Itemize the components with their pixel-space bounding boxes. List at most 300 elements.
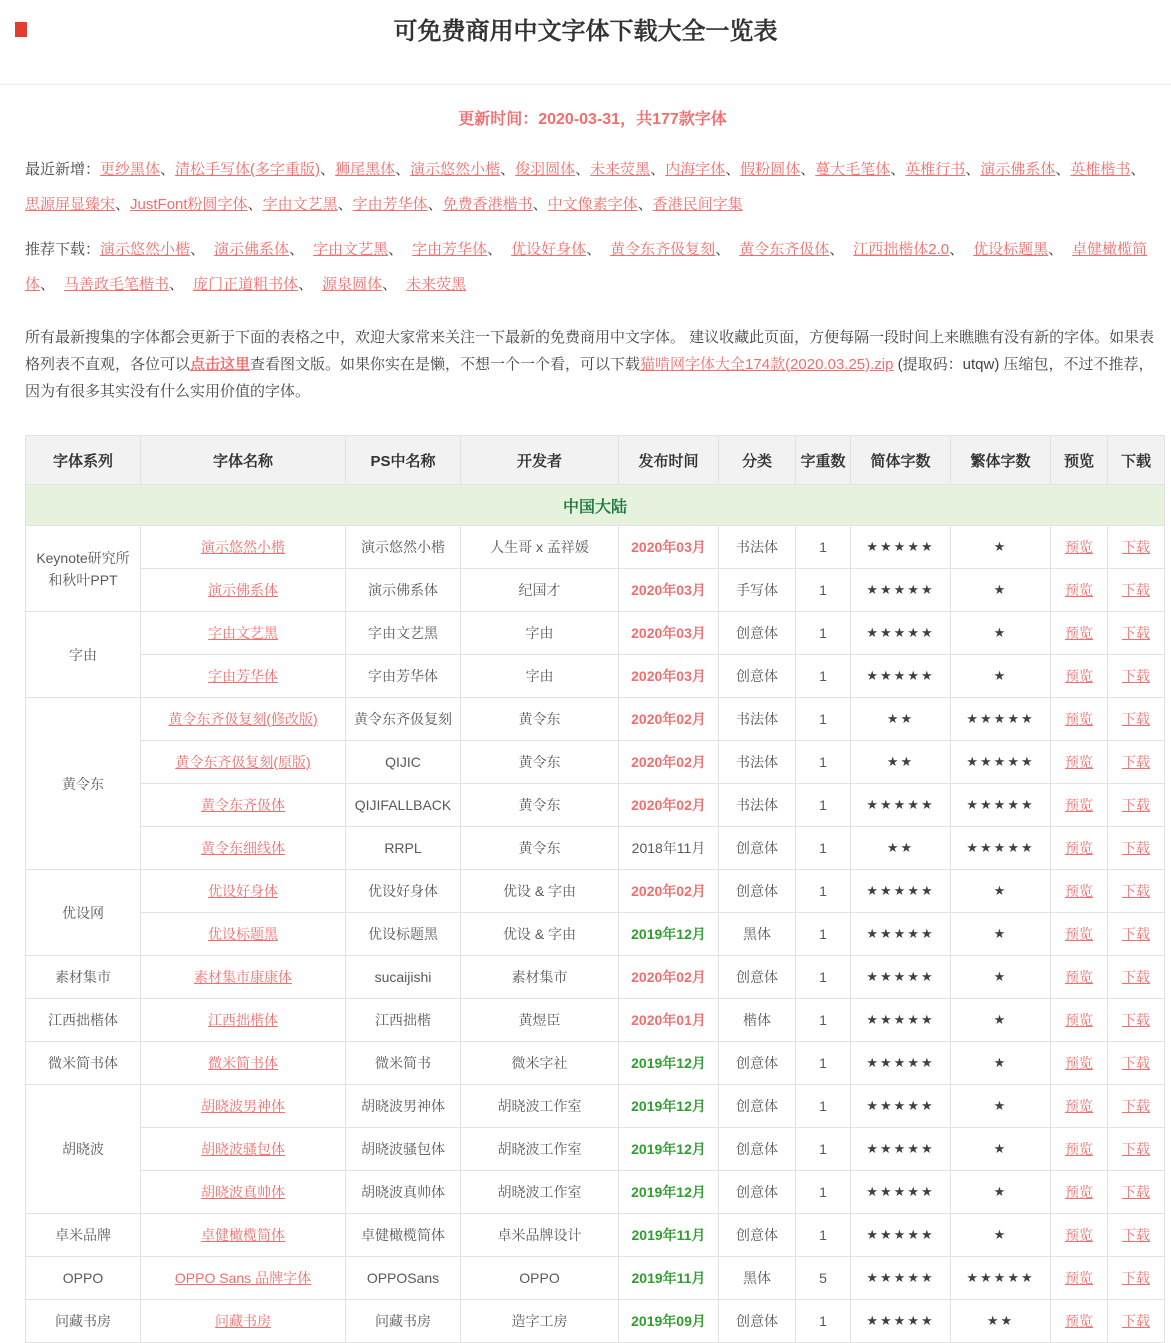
release-date-cell — [619, 1171, 719, 1214]
simplified-stars-cell: ★★★★★ — [851, 1257, 951, 1300]
download-link[interactable]: 下载 — [1122, 840, 1150, 856]
release-date: 2020年02月 — [631, 969, 706, 985]
simplified-stars-cell: ★★★★★ — [851, 1042, 951, 1085]
preview-link[interactable]: 预览 — [1065, 1227, 1093, 1243]
column-header-2: PS中名称 — [346, 436, 461, 485]
preview-link[interactable]: 预览 — [1065, 1098, 1093, 1114]
preview-link[interactable]: 预览 — [1065, 1055, 1093, 1071]
recent-font-link[interactable]: 思源屏显臻宋 — [25, 196, 116, 213]
separator: 、 — [169, 276, 185, 293]
ps-name-cell: 卓健橄榄简体 — [346, 1214, 461, 1257]
download-link[interactable]: 下载 — [1122, 1055, 1150, 1071]
developer-cell: 优设 & 字由 — [461, 870, 619, 913]
font-name-cell — [141, 526, 346, 569]
separator: 、 — [949, 241, 965, 258]
traditional-stars-cell: ★ — [951, 913, 1051, 956]
recommended-font-link[interactable]: 卓健橄榄简体 — [25, 241, 1148, 293]
release-date: 2018年11月 — [631, 840, 706, 856]
column-header-6: 字重数 — [796, 436, 851, 485]
simplified-stars-cell: ★★★★★ — [851, 1128, 951, 1171]
weight-count-cell: 1 — [796, 1214, 851, 1257]
preview-link[interactable]: 预览 — [1065, 883, 1093, 899]
ps-name-cell: 胡晓波骚包体 — [346, 1128, 461, 1171]
preview-cell — [1051, 784, 1108, 827]
traditional-stars-cell: ★ — [951, 526, 1051, 569]
column-header-8: 繁体字数 — [951, 436, 1051, 485]
recent-font-link[interactable]: 香港民间字集 — [652, 196, 743, 213]
font-name-link[interactable]: 问藏书房 — [215, 1313, 271, 1329]
ps-name-cell: 江西拙楷 — [346, 999, 461, 1042]
recommended-font-link[interactable]: 江西拙楷体2.0 — [853, 241, 950, 258]
ps-name-cell: QIJIFALLBACK — [346, 784, 461, 827]
preview-link[interactable]: 预览 — [1065, 754, 1093, 770]
column-header-5: 分类 — [719, 436, 796, 485]
developer-cell: 黄令东 — [461, 827, 619, 870]
font-name-cell — [141, 655, 346, 698]
column-header-7: 简体字数 — [851, 436, 951, 485]
recommended-font-link[interactable]: 源泉圆体 — [322, 276, 383, 293]
separator: 、 — [247, 196, 263, 213]
separator: 、 — [1055, 161, 1071, 178]
preview-cell — [1051, 827, 1108, 870]
release-date: 2019年12月 — [631, 1055, 706, 1071]
download-link[interactable]: 下载 — [1122, 1270, 1150, 1286]
category-cell: 黑体 — [719, 1257, 796, 1300]
traditional-stars-cell: ★ — [951, 612, 1051, 655]
developer-cell: 人生哥 x 孟祥媛 — [461, 526, 619, 569]
recommended-font-link[interactable]: 演示佛系体 — [214, 241, 290, 258]
recent-links-list — [25, 161, 1145, 213]
column-header-1: 字体名称 — [141, 436, 346, 485]
series-cell: 问藏书房 — [26, 1300, 141, 1343]
traditional-stars-cell: ★ — [951, 956, 1051, 999]
ps-name-cell: 优设好身体 — [346, 870, 461, 913]
category-cell: 书法体 — [719, 526, 796, 569]
font-name-cell — [141, 741, 346, 784]
series-cell: 卓米品牌 — [26, 1214, 141, 1257]
category-cell: 创意体 — [719, 1214, 796, 1257]
ps-name-cell: QIJIC — [346, 741, 461, 784]
download-cell — [1108, 1257, 1165, 1300]
preview-cell — [1051, 569, 1108, 612]
table-row — [26, 741, 1165, 784]
recent-font-link[interactable]: 狮尾黑体 — [335, 161, 396, 178]
category-cell: 创意体 — [719, 1300, 796, 1343]
ps-name-cell: 优设标题黑 — [346, 913, 461, 956]
font-name-link[interactable]: 黄令东齐伋复刻(修改版) — [168, 711, 318, 727]
traditional-stars-cell: ★ — [951, 870, 1051, 913]
developer-cell: 字由 — [461, 612, 619, 655]
preview-link[interactable]: 预览 — [1065, 625, 1093, 641]
preview-cell — [1051, 1128, 1108, 1171]
download-link[interactable]: 下载 — [1122, 883, 1150, 899]
download-link[interactable]: 下载 — [1122, 582, 1150, 598]
ps-name-cell: 问藏书房 — [346, 1300, 461, 1343]
release-date: 2019年12月 — [631, 926, 706, 942]
weight-count-cell: 1 — [796, 612, 851, 655]
category-cell: 创意体 — [719, 1128, 796, 1171]
preview-cell — [1051, 1257, 1108, 1300]
traditional-stars-cell: ★★★★★ — [951, 698, 1051, 741]
simplified-stars-cell: ★★★★★ — [851, 569, 951, 612]
separator: 、 — [575, 161, 591, 178]
traditional-stars-cell: ★ — [951, 1128, 1051, 1171]
download-link[interactable]: 下载 — [1122, 1227, 1150, 1243]
recent-font-link[interactable]: 内海字体 — [665, 161, 726, 178]
font-name-link[interactable]: 优设好身体 — [208, 883, 278, 899]
separator: 、 — [965, 161, 981, 178]
traditional-stars-cell: ★ — [951, 1214, 1051, 1257]
font-name-link[interactable]: 微米简书体 — [208, 1055, 278, 1071]
preview-link[interactable]: 预览 — [1065, 969, 1093, 985]
table-row — [26, 913, 1165, 956]
release-date: 2020年03月 — [631, 668, 706, 684]
preview-link[interactable]: 预览 — [1065, 926, 1093, 942]
font-name-link[interactable]: 优设标题黑 — [208, 926, 278, 942]
font-name-link[interactable]: 演示佛系体 — [208, 582, 278, 598]
release-date: 2020年03月 — [631, 582, 706, 598]
weight-count-cell: 1 — [796, 1085, 851, 1128]
developer-cell: 纪国才 — [461, 569, 619, 612]
font-name-link[interactable]: 江西拙楷体 — [208, 1012, 278, 1028]
font-name-link[interactable]: 素材集市康康体 — [194, 969, 292, 985]
fonts-table — [25, 435, 1165, 1343]
category-cell: 创意体 — [719, 827, 796, 870]
font-name-cell — [141, 1257, 346, 1300]
download-link[interactable]: 下载 — [1122, 926, 1150, 942]
series-cell: 微米简书体 — [26, 1042, 141, 1085]
preview-link[interactable]: 预览 — [1065, 840, 1093, 856]
region-section-row — [26, 485, 1165, 526]
separator: 、 — [829, 241, 845, 258]
release-date: 2020年03月 — [631, 625, 706, 641]
weight-count-cell: 1 — [796, 526, 851, 569]
preview-link[interactable]: 预览 — [1065, 668, 1093, 684]
category-cell: 书法体 — [719, 698, 796, 741]
series-cell: 素材集市 — [26, 956, 141, 999]
divider — [0, 84, 1171, 85]
main-content — [25, 106, 1160, 1343]
series-cell: 黄令东 — [26, 698, 141, 870]
separator: 、 — [388, 241, 404, 258]
series-cell: 优设网 — [26, 870, 141, 956]
recent-font-link[interactable]: 蔓大毛笔体 — [815, 161, 891, 178]
recent-additions-paragraph — [25, 152, 1160, 222]
release-date: 2019年12月 — [631, 1141, 706, 1157]
release-date: 2019年12月 — [631, 1184, 706, 1200]
graphic-version-link[interactable]: 点击这里 — [190, 356, 251, 373]
preview-link[interactable]: 预览 — [1065, 711, 1093, 727]
traditional-stars-cell: ★★★★★ — [951, 827, 1051, 870]
release-date-cell — [619, 1214, 719, 1257]
download-link[interactable]: 下载 — [1122, 625, 1150, 641]
table-row — [26, 612, 1165, 655]
font-name-link[interactable]: 胡晓波男神体 — [201, 1098, 285, 1114]
simplified-stars-cell: ★★★★★ — [851, 870, 951, 913]
preview-link[interactable]: 预览 — [1065, 1141, 1093, 1157]
recent-font-link[interactable]: 中文像素字体 — [547, 196, 638, 213]
release-date: 2020年01月 — [631, 1012, 706, 1028]
preview-link[interactable]: 预览 — [1065, 539, 1093, 555]
simplified-stars-cell: ★★★★★ — [851, 913, 951, 956]
download-cell — [1108, 1171, 1165, 1214]
font-name-link[interactable]: 黄令东齐伋复刻(原版) — [175, 754, 311, 770]
download-cell — [1108, 1300, 1165, 1343]
weight-count-cell: 1 — [796, 913, 851, 956]
release-date-cell — [619, 827, 719, 870]
category-cell: 书法体 — [719, 741, 796, 784]
separator: 、 — [160, 161, 176, 178]
download-link[interactable]: 下载 — [1122, 1098, 1150, 1114]
preview-cell — [1051, 741, 1108, 784]
table-row — [26, 526, 1165, 569]
release-date-cell — [619, 526, 719, 569]
recommended-font-link[interactable]: 优设标题黑 — [973, 241, 1049, 258]
preview-cell — [1051, 1171, 1108, 1214]
ps-name-cell: 演示悠然小楷 — [346, 526, 461, 569]
weight-count-cell: 1 — [796, 655, 851, 698]
series-cell: 字由 — [26, 612, 141, 698]
developer-cell: 造字工房 — [461, 1300, 619, 1343]
font-name-link[interactable]: 字由芳华体 — [208, 668, 278, 684]
recent-font-link[interactable]: 假粉圆体 — [740, 161, 801, 178]
weight-count-cell: 1 — [796, 1042, 851, 1085]
recent-font-link[interactable]: 更纱黑体 — [100, 161, 161, 178]
download-cell — [1108, 1085, 1165, 1128]
ps-name-cell: OPPOSans — [346, 1257, 461, 1300]
preview-cell — [1051, 956, 1108, 999]
recent-font-link[interactable]: 演示悠然小楷 — [410, 161, 501, 178]
font-name-cell — [141, 956, 346, 999]
developer-cell: 胡晓波工作室 — [461, 1128, 619, 1171]
developer-cell: 卓米品牌设计 — [461, 1214, 619, 1257]
preview-cell — [1051, 1042, 1108, 1085]
weight-count-cell: 1 — [796, 741, 851, 784]
category-cell: 创意体 — [719, 655, 796, 698]
recent-font-link[interactable]: 字由芳华体 — [352, 196, 428, 213]
simplified-stars-cell: ★★★★★ — [851, 999, 951, 1042]
developer-cell: 字由 — [461, 655, 619, 698]
recommended-font-link[interactable]: 黄令东齐伋体 — [739, 241, 830, 258]
separator: 、 — [427, 196, 443, 213]
table-header-row — [26, 436, 1165, 485]
developer-cell: OPPO — [461, 1257, 619, 1300]
separator: 、 — [289, 241, 305, 258]
separator: 、 — [487, 241, 503, 258]
download-link[interactable]: 下载 — [1122, 754, 1150, 770]
font-name-link[interactable]: 胡晓波真帅体 — [201, 1184, 285, 1200]
separator: 、 — [637, 196, 653, 213]
release-date: 2019年11月 — [631, 1270, 706, 1286]
recommended-font-link[interactable]: 庞门正道粗书体 — [193, 276, 299, 293]
recommended-font-link[interactable]: 演示悠然小楷 — [100, 241, 191, 258]
font-name-link[interactable]: 黄令东细线体 — [201, 840, 285, 856]
table-row — [26, 1171, 1165, 1214]
region-section-label: 中国大陆 — [26, 485, 1165, 526]
simplified-stars-cell: ★★★★★ — [851, 1214, 951, 1257]
download-cell — [1108, 1042, 1165, 1085]
separator: 、 — [1130, 161, 1146, 178]
category-cell: 楷体 — [719, 999, 796, 1042]
download-cell — [1108, 1214, 1165, 1257]
release-date-cell — [619, 1128, 719, 1171]
column-header-0: 字体系列 — [26, 436, 141, 485]
traditional-stars-cell: ★ — [951, 655, 1051, 698]
recommended-font-link[interactable]: 未来荧黑 — [406, 276, 467, 293]
intro-paragraph — [25, 324, 1160, 405]
traditional-stars-cell: ★ — [951, 569, 1051, 612]
font-name-cell — [141, 698, 346, 741]
preview-cell — [1051, 913, 1108, 956]
preview-link[interactable]: 预览 — [1065, 1012, 1093, 1028]
download-link[interactable]: 下载 — [1122, 1184, 1150, 1200]
download-link[interactable]: 下载 — [1122, 1012, 1150, 1028]
table-row — [26, 827, 1165, 870]
download-cell — [1108, 655, 1165, 698]
download-link[interactable]: 下载 — [1122, 969, 1150, 985]
separator: 、 — [890, 161, 906, 178]
recommended-font-link[interactable]: 优设好身体 — [511, 241, 587, 258]
release-date: 2020年02月 — [631, 711, 706, 727]
font-name-cell — [141, 569, 346, 612]
font-name-cell — [141, 827, 346, 870]
intro-text-2: 查看图文版。如果你实在是懒，不想一个一个看，可以下载 — [250, 356, 641, 373]
font-name-cell — [141, 784, 346, 827]
developer-cell: 胡晓波工作室 — [461, 1085, 619, 1128]
weight-count-cell: 1 — [796, 569, 851, 612]
weight-count-cell: 1 — [796, 827, 851, 870]
recent-font-link[interactable]: 未来荧黑 — [590, 161, 651, 178]
font-name-link[interactable]: OPPO Sans 品牌字体 — [174, 1270, 312, 1286]
recent-font-link[interactable]: JustFont粉圆字体 — [130, 196, 248, 213]
developer-cell: 素材集市 — [461, 956, 619, 999]
download-link[interactable]: 下载 — [1122, 1313, 1150, 1329]
category-cell: 创意体 — [719, 612, 796, 655]
recent-font-link[interactable]: 免费香港楷书 — [442, 196, 533, 213]
category-cell: 创意体 — [719, 1042, 796, 1085]
table-row — [26, 1257, 1165, 1300]
column-header-3: 开发者 — [461, 436, 619, 485]
preview-link[interactable]: 预览 — [1065, 1313, 1093, 1329]
release-date-cell — [619, 1300, 719, 1343]
ps-name-cell: 黄令东齐伋复刻 — [346, 698, 461, 741]
developer-cell: 黄令东 — [461, 741, 619, 784]
weight-count-cell: 1 — [796, 999, 851, 1042]
download-link[interactable]: 下载 — [1122, 1141, 1150, 1157]
table-row — [26, 698, 1165, 741]
font-name-link[interactable]: 卓健橄榄简体 — [201, 1227, 285, 1243]
font-name-link[interactable]: 演示悠然小楷 — [201, 539, 285, 555]
column-header-4: 发布时间 — [619, 436, 719, 485]
release-date-cell — [619, 698, 719, 741]
preview-link[interactable]: 预览 — [1065, 582, 1093, 598]
separator: 、 — [586, 241, 602, 258]
font-name-cell — [141, 870, 346, 913]
separator: 、 — [395, 161, 411, 178]
simplified-stars-cell: ★★★★★ — [851, 655, 951, 698]
download-link[interactable]: 下载 — [1122, 797, 1150, 813]
recent-font-link[interactable]: 英椎楷书 — [1070, 161, 1131, 178]
weight-count-cell: 5 — [796, 1257, 851, 1300]
download-link[interactable]: 下载 — [1122, 668, 1150, 684]
separator: 、 — [337, 196, 353, 213]
recent-font-link[interactable]: 英椎行书 — [905, 161, 966, 178]
category-cell: 创意体 — [719, 1085, 796, 1128]
release-date-cell — [619, 999, 719, 1042]
table-row — [26, 1300, 1165, 1343]
simplified-stars-cell: ★★ — [851, 741, 951, 784]
font-name-cell — [141, 1042, 346, 1085]
separator: 、 — [500, 161, 516, 178]
download-cell — [1108, 569, 1165, 612]
separator: 、 — [320, 161, 336, 178]
category-cell: 手写体 — [719, 569, 796, 612]
release-date-cell — [619, 612, 719, 655]
font-name-link[interactable]: 胡晓波骚包体 — [201, 1141, 285, 1157]
download-cell — [1108, 784, 1165, 827]
recent-font-link[interactable]: 演示佛系体 — [980, 161, 1056, 178]
developer-cell: 黄令东 — [461, 784, 619, 827]
recommended-links-list — [25, 241, 1147, 293]
download-cell — [1108, 1128, 1165, 1171]
download-cell — [1108, 913, 1165, 956]
recommended-font-link[interactable]: 马善政毛笔楷书 — [64, 276, 170, 293]
download-cell — [1108, 741, 1165, 784]
simplified-stars-cell: ★★★★★ — [851, 1171, 951, 1214]
intro-text-1: 所有最新搜集的字体都会更新于下面的表格之中，欢迎大家常来关注一下最新的免费商用中文字体。 建议收藏此页面，方便每隔一段时间上来瞧瞧有没有新的字体。如果表格列表不直观，各位可以 — [25, 329, 1155, 373]
column-header-10: 下载 — [1108, 436, 1165, 485]
separator: 、 — [725, 161, 741, 178]
developer-cell: 微米字社 — [461, 1042, 619, 1085]
preview-link[interactable]: 预览 — [1065, 797, 1093, 813]
recommended-font-link[interactable]: 字由文艺黑 — [313, 241, 389, 258]
recommended-font-link[interactable]: 黄令东齐伋复刻 — [610, 241, 716, 258]
download-cell — [1108, 612, 1165, 655]
recommended-font-link[interactable]: 字由芳华体 — [412, 241, 488, 258]
release-date-cell — [619, 1042, 719, 1085]
font-name-link[interactable]: 黄令东齐伋体 — [201, 797, 285, 813]
download-link[interactable]: 下载 — [1122, 539, 1150, 555]
recent-font-link[interactable]: 字由文艺黑 — [262, 196, 338, 213]
simplified-stars-cell: ★★★★★ — [851, 1300, 951, 1343]
category-cell: 创意体 — [719, 1171, 796, 1214]
release-date-cell — [619, 956, 719, 999]
ps-name-cell: 字由芳华体 — [346, 655, 461, 698]
weight-count-cell: 1 — [796, 1171, 851, 1214]
recommended-label: 推荐下载： — [25, 241, 101, 258]
weight-count-cell: 1 — [796, 784, 851, 827]
download-link[interactable]: 下载 — [1122, 711, 1150, 727]
simplified-stars-cell: ★★ — [851, 827, 951, 870]
preview-cell — [1051, 1085, 1108, 1128]
recent-font-link[interactable]: 清松手写体(多字重版) — [175, 161, 321, 178]
series-cell: Keynote研究所和秋叶PPT — [26, 526, 141, 612]
ps-name-cell: sucaijishi — [346, 956, 461, 999]
recent-font-link[interactable]: 俊羽圆体 — [515, 161, 576, 178]
traditional-stars-cell: ★ — [951, 1085, 1051, 1128]
font-pack-zip-link[interactable]: 猫啃网字体大全174款(2020.03.25).zip — [640, 356, 894, 373]
simplified-stars-cell: ★★★★★ — [851, 784, 951, 827]
font-name-link[interactable]: 字由文艺黑 — [208, 625, 278, 641]
preview-link[interactable]: 预览 — [1065, 1270, 1093, 1286]
release-date-cell — [619, 1257, 719, 1300]
release-date: 2020年02月 — [631, 883, 706, 899]
preview-cell — [1051, 655, 1108, 698]
simplified-stars-cell: ★★★★★ — [851, 956, 951, 999]
preview-link[interactable]: 预览 — [1065, 1184, 1093, 1200]
ps-name-cell: RRPL — [346, 827, 461, 870]
separator: 、 — [115, 196, 131, 213]
